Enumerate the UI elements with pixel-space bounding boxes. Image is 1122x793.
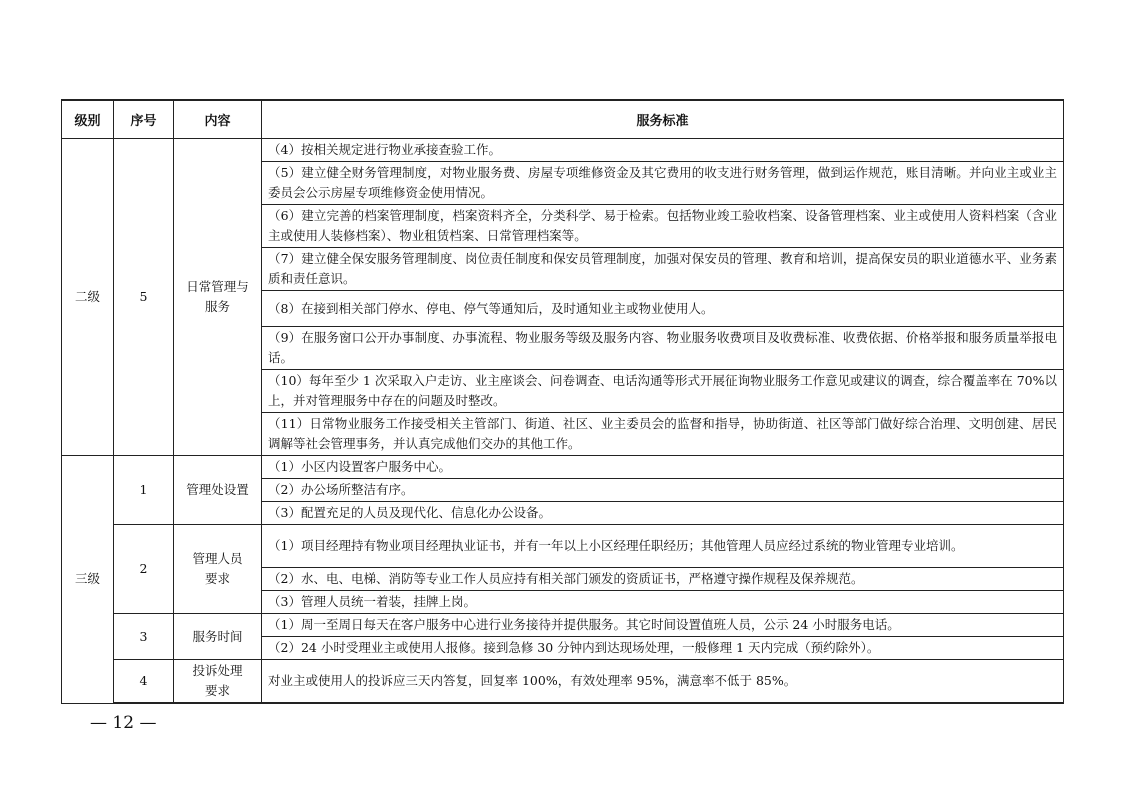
standard-item: （1）周一至周日每天在客户服务中心进行业务接待并提供服务。其它时间设置值班人员，公示 24 小时服务电话。: [262, 614, 1064, 637]
number-cell: 2: [114, 525, 174, 614]
standard-item: （2）24 小时受理业主或使用人报修。接到急修 30 分钟内到达现场处理，一般修理 1 天内完成（预约除外）。: [262, 637, 1064, 660]
table-row: [62, 614, 1064, 637]
standard-item: （10）每年至少 1 次采取入户走访、业主座谈会、问卷调查、电话沟通等形式开展征询物业服务工作意见或建议的调查，综合覆盖率在 70%以上，并对管理服务中存在的问题及时整改。: [262, 370, 1064, 413]
level-cell-2: 二级: [62, 139, 114, 456]
standard-item: （3）管理人员统一着装，挂牌上岗。: [262, 591, 1064, 614]
content-label: 管理人员要求: [192, 551, 243, 586]
header-content: 内容: [174, 100, 262, 139]
standard-item: （11）日常物业服务工作接受相关主管部门、街道、社区、业主委员会的监督和指导，协助街道、社区等部门做好综合治理、文明创建、居民调解等社会管理事务，并认真完成他们交办的其他工作。: [262, 413, 1064, 456]
standard-item: （5）建立健全财务管理制度，对物业服务费、房屋专项维修资金及其它费用的收支进行财务管理，做到运作规范，账目清晰。并向业主或业主委员会公示房屋专项维修资金使用情况。: [262, 162, 1064, 205]
standard-item: （9）在服务窗口公开办事制度、办事流程、物业服务等级及服务内容、物业服务收费项目及收费标准、收费依据、价格举报和服务质量举报电话。: [262, 327, 1064, 370]
table-header-row: [62, 100, 1064, 139]
number-cell: 1: [114, 456, 174, 525]
standard-item: （1）项目经理持有物业项目经理执业证书，并有一年以上小区经理任职经历；其他管理人员应经过系统的物业管理专业培训。: [262, 525, 1064, 568]
table-row: [62, 660, 1064, 704]
content-cell: [174, 660, 262, 704]
table-row: [62, 139, 1064, 162]
number-cell: 3: [114, 614, 174, 660]
header-number: 序号: [114, 100, 174, 139]
table-row: [62, 456, 1064, 479]
standard-item: （3）配置充足的人员及现代化、信息化办公设备。: [262, 502, 1064, 525]
standard-item: （7）建立健全保安服务管理制度、岗位责任制度和保安员管理制度，加强对保安员的管理、教育和培训，提高保安员的职业道德水平、业务素质和责任意识。: [262, 248, 1064, 291]
content-cell: [174, 139, 262, 456]
header-standard: 服务标准: [262, 100, 1064, 139]
standard-item: （1）小区内设置客户服务中心。: [262, 456, 1064, 479]
standard-item: （6）建立完善的档案管理制度，档案资料齐全，分类科学、易于检索。包括物业竣工验收档案、设备管理档案、业主或使用人资料档案（含业主或使用人装修档案）、物业租赁档案、日常管理档案等。: [262, 205, 1064, 248]
service-standard-table: [61, 99, 1064, 704]
content-label: 日常管理与服务: [186, 279, 249, 314]
number-cell: 5: [114, 139, 174, 456]
number-cell: 4: [114, 660, 174, 704]
content-cell: 管理处设置: [174, 456, 262, 525]
standard-item: （8）在接到相关部门停水、停电、停气等通知后，及时通知业主或物业使用人。: [262, 291, 1064, 327]
content-cell: 服务时间: [174, 614, 262, 660]
level-cell-3: 三级: [62, 456, 114, 704]
page-number: — 12 —: [90, 713, 157, 733]
standard-item: （2）水、电、电梯、消防等专业工作人员应持有相关部门颁发的资质证书，严格遵守操作规程及保养规范。: [262, 568, 1064, 591]
header-level: 级别: [62, 100, 114, 139]
table-row: [62, 525, 1064, 568]
content-label: 投诉处理要求: [192, 663, 243, 698]
content-cell: [174, 525, 262, 614]
standard-item: 对业主或使用人的投诉应三天内答复，回复率 100%，有效处理率 95%，满意率不低于 85%。: [262, 660, 1064, 704]
standard-item: （4）按相关规定进行物业承接查验工作。: [262, 139, 1064, 162]
standard-item: （2）办公场所整洁有序。: [262, 479, 1064, 502]
